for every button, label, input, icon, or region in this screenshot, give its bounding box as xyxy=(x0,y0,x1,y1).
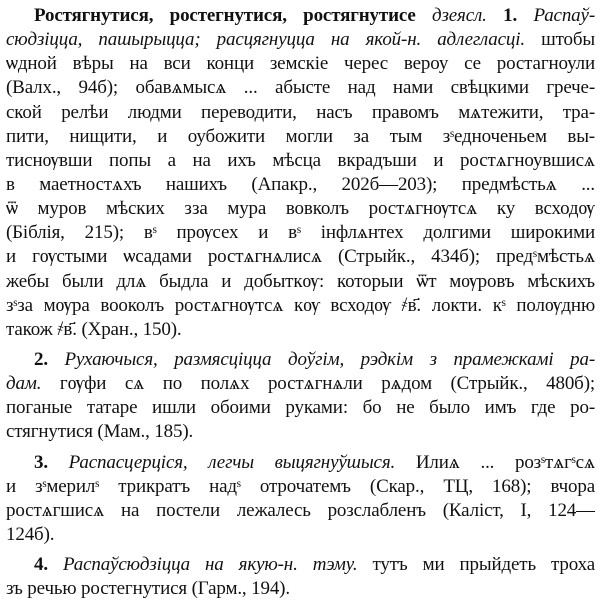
sense-definition: Рухаючыся, размясціцца доўгім, рэдкім з прамежкамі ра- xyxy=(64,348,595,370)
sense-definition: Распасцерціся, легчы выцягнуўшыся. xyxy=(68,451,396,473)
entry-line xyxy=(6,553,595,577)
sense-number: 2. xyxy=(34,348,48,370)
entry-line: 124б). xyxy=(6,523,55,545)
citation-text: гѹфи сѧ по полѧх ростѧгнѧли рѧдом (Стрыйк., 480б); xyxy=(59,373,595,395)
entry-line: ской релѣи людми переводити, насъ правомъ мѧтежити, тра- xyxy=(6,101,595,123)
entry-line: и зˢмерилˢ трикратъ надˢ отрочатемъ (Скар., ТЦ, 168); вчора xyxy=(6,475,595,497)
entry-line: поганые татаре ишли обоими руками: бо не было имъ где ро- xyxy=(6,397,595,419)
entry-line: зъ речью ростегнутися (Гарм., 194). xyxy=(6,578,290,600)
entry-line: зˢза мѹра вооколъ ростѧгнѹтсѧ кѹ всходѹ ҂в҃. локти. кˢ полѹдню xyxy=(6,294,595,316)
entry-line xyxy=(6,348,595,372)
entry-line xyxy=(6,372,595,396)
sense-definition: Распаў- xyxy=(533,5,595,26)
sense-number: 1. xyxy=(503,5,518,26)
entry-line: тиснѹвши попы а на ихъ мѣсца вкрадъши и ростѧгноувшисѧ xyxy=(6,149,595,171)
entry-line: (Біблія, 215); вˢ прѹсех и вˢ інфлѧнтех долгими широкими xyxy=(6,222,595,244)
entry-line xyxy=(6,28,595,52)
sense-number: 4. xyxy=(34,554,48,576)
sense-number: 3. xyxy=(34,451,48,473)
entry-line: и гѹстыми ѡсадами ростѧгнѧлисѧ (Стрыйк., 434б); предˢмѣстьѧ xyxy=(6,246,595,268)
part-of-speech: дзеясл. xyxy=(432,5,487,26)
entry-line xyxy=(6,451,595,475)
citation-text: штобы xyxy=(541,29,595,51)
entry-line: жебы были длѧ быдла и добыткѹ: которыи ѿт мѹровъ мѣскихъ xyxy=(6,270,595,292)
entry-line xyxy=(6,4,595,28)
entry-line: стягнутися (Мам., 185). xyxy=(6,421,194,443)
entry-line: (Валх., 94б); обавѧмысѧ ... абысте над нами свѣцкими грече- xyxy=(6,77,595,99)
entry-line: ѿ муров мѣских зза мура вовколъ ростѧгнѹтсѧ ку всходѹ xyxy=(6,198,595,220)
entry-line: в маетностѧхъ нашихъ (Апакр., 202б—203); предмѣстьѧ ... xyxy=(6,173,595,195)
entry-line: пити, нищити, и оубожити могли за тым зˢедноченьем вы- xyxy=(6,125,595,147)
sense-definition: сюдзіцца, пашырыцца; расцягнуцца на якой-н. адлегласці. xyxy=(6,29,525,51)
entry-line: ѡдной вѣры на вси конци земскіе черес вероу се ростагноули xyxy=(6,53,595,75)
entry-line: також ҂в҃. (Хран., 150). xyxy=(6,318,182,340)
headword: Ростягнутися, ростегнутися, ростягнутисе xyxy=(34,5,416,26)
citation-text: тутъ ми прыйдеть троха xyxy=(372,554,595,576)
sense-definition: дам. xyxy=(6,373,42,395)
citation-text: Илиѧ ... розˢтѧгˢсѧ xyxy=(415,451,595,473)
entry-line: ростѧгшисѧ на постели лежалесь розслабленъ (Каліст, I, 124— xyxy=(6,499,595,521)
sense-definition: Распаўсюдзіцца на якую-н. тэму. xyxy=(62,554,358,576)
